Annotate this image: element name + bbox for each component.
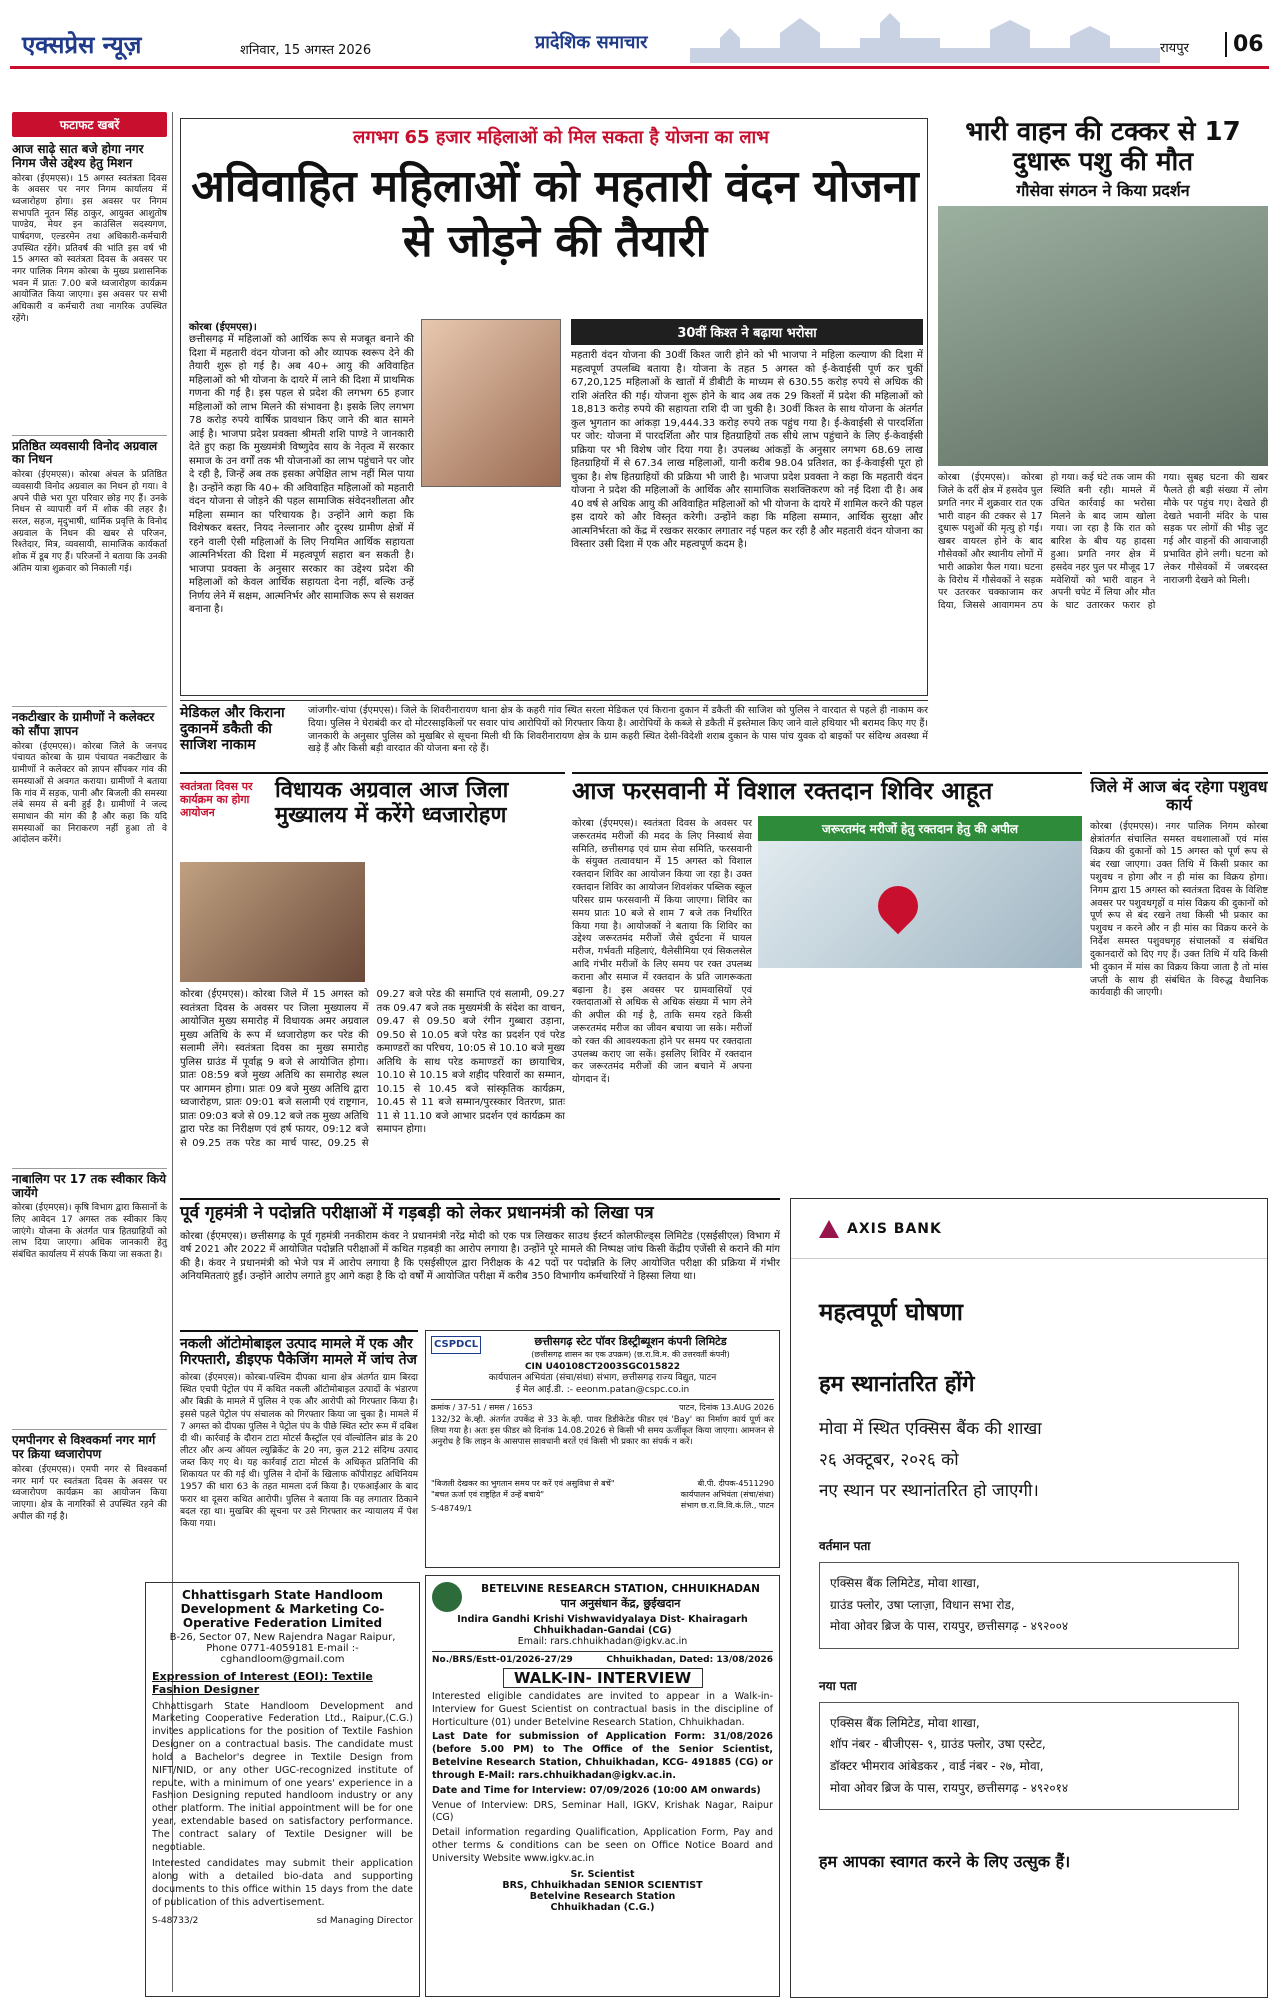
axis-bank-ad [790,1198,1268,1998]
axis-current-label: वर्तमान पता [819,1539,871,1553]
axis-line-3: नए स्थान पर स्थानांतरित हो जाएगी। [819,1481,1039,1501]
lead-photo [421,319,561,487]
mla-tag: स्वतंत्रता दिवस पर कार्यक्रम का होगा आयोजन [180,780,253,820]
handloom-address: B-26, Sector 07, New Rajendra Nagar Raipur, [169,1632,396,1644]
power-slogan-2: "बचत ऊर्जा एवं राष्ट्रहित में उन्हें बचाये" [431,1489,545,1499]
power-email: ई मेल आई.डी. :- eeonm.patan@cspc.co.in [515,1385,690,1396]
blood-story [572,772,1082,1192]
axis-current-2: ग्राउंड फ्लोर, उषा प्लाज़ा, विधान सभा रोड, [830,1597,1015,1612]
axis-new-label: नया पता [819,1678,857,1693]
power-date: पाटन, दिनांक 13.AUG 2026 [679,1402,774,1412]
axis-notice: महत्वपूर्ण घोषणा [819,1298,963,1326]
university-logo-icon [432,1582,462,1612]
blood-drop-icon [870,878,927,935]
blood-photo [758,816,1082,968]
power-officer-3: संभाग छ.रा.वि.वि.कं.लि., पाटन [680,1500,774,1510]
power-ad [425,1330,780,1568]
handloom-body: Chhattisgarh State Handloom Development and Marketing Cooperative Federation Ltd., Raipur,(C.G.) invites applications for the position of Textile Fashion Designer on a contractual basis. The candidate must hold a Bachelor's degree in Textile Design from NIFT/NID, or any other UGC-recognized institute of repute, with a minimum of one years' experience in a Fashion Designing reputed handloom industry or any other platform. The initial appointment will be for one year, extendable based on satisfactory performance. The contract salary of Textile Designer will be negotiable. [152,1700,413,1853]
lead-subhead-box [571,319,923,689]
betelvine-p2: Last Date for submission of Application Form: 31/08/2026 (before 5.00 PM) to The Office of the Senior Scientist, Betelvine Research Station, Chhuikhadan, KCG- 491885 (CG) or through E-Mail: rars.chhuikhadan@igkv.ac.in. [432,1731,773,1781]
betelvine-sign-2: BRS, Chhuikhadan SENIOR SCIENTIST [502,1879,703,1891]
masthead [0,0,1279,70]
power-cin: CIN U40108CT2003SGC015822 [524,1361,681,1372]
sidebar-headline-3: नकटीखार के ग्रामीणों ने कलेक्टर को सौंपा ज्ञापन [12,706,167,739]
betelvine-p1: Interested eligible candidates are invited to appear in a Walk-in-Interview for Guest Scientist on contractual basis in the discipline of Horticulture (01) under Betelvine Research Station, Chhuikhadan. [432,1691,773,1728]
handloom-ad [145,1582,420,1997]
cattle-headline: भारी वाहन की टक्कर से 17 दुधारू पशु की मौत [965,117,1241,177]
robbery-body: जांजगीर-चांपा (ईएमएस)। जिले के शिवरीनारायण थाना क्षेत्र के कहरी गांव स्थित सरला मेडिकल एवं किराना दुकान में डकैती की साजिश को पुलिस ने वारदात से पहले ही नाकाम कर दिया। पुलिस ने घेराबंदी कर दो मोटरसाइकिलों पर सवार पांच आरोपियों को गिरफ्तार किया है। आरोपियों के कब्जे से डकैती में इस्तेमाल किए जाने वाले हथियार भी बरामद किए गए हैं। जानकारी के अनुसार पुलिस को मुखबिर से सूचना मिली थी कि शिवरीनारायण क्षेत्र के ग्राम कहरी स्थित देसी-विदेशी शराब दुकान के पास पांच युवक दो बाइकों पर संदिग्ध अवस्था में खड़े हैं और किसी बड़ी वारदात की योजना बना रहे हैं। [308,705,928,755]
betelvine-p3: Date and Time for Interview: 07/09/2026 (10:00 AM onwards) [432,1784,761,1796]
power-officer-2: कार्यपालन अभियंता (संचा/संधा) [680,1489,774,1499]
power-org-2: (छत्तीसगढ़ शासन का एक उपक्रम) (छ.रा.वि.म. की उत्तरवर्ती कंपनी) [531,1349,730,1359]
sidebar-headline-2: प्रतिष्ठित व्यवसायी विनोद अग्रवाल का निधन [12,435,167,468]
lead-body-cont [421,494,561,684]
sidebar-body-4: कोरबा (ईएमएस)। कृषि विभाग द्वारा किसानों के लिए आवेदन 17 अगस्त तक स्वीकार किए जाएंगे। योजना के अंतर्गत पात्र हितग्राहियों को लाभ दिया जाएगा। अधिक जानकारी हेतु संबंधित कार्यालय में संपर्क किया जा सकता है। [12,1203,167,1261]
axis-header [791,1199,1267,1259]
blood-body: कोरबा (ईएमएस)। स्वतंत्रता दिवस के अवसर पर जरूरतमंद मरीजों की मदद के लिए निस्वार्थ सेवा समिति, छत्तीसगढ़ एवं ग्राम सेवा समिति, फरसवानी के संयुक्त तत्वावधान में 15 अगस्त को विशाल रक्तदान शिविर का आयोजन किया जा रहा है। उक्त रक्तदान शिविर का आयोजन शिवशंकर पब्लिक स्कूल परिसर ग्राम फरसवानी में किया जाएगा। शिविर का समय प्रातः 10 बजे से शाम 7 बजे तक निर्धारित किया गया है। आयोजकों ने बताया कि शिविर का उद्देश्य जरूरतमंद मरीजों जैसे दुर्घटना में घायल मरीज, गर्भवती महिलाएं, थैलेसीमिया एवं सिकलसेल आदि गंभीर मरीजों के लिए समय पर रक्त उपलब्ध कराना और समाज में रक्तदान के प्रति जागरूकता बढ़ाना है। इस अवसर पर ग्रामवासियों एवं रक्तदाताओं से अधिक से अधिक संख्या में भाग लेने की अपील की गई है, ताकि समय रहते किसी जरूरतमंद मरीज का जीवन बचाया जा सके। मरीजों को रक्त की आवश्यकता होने पर समय पर रक्तदाता उपलब्ध कराए जा सकें। इसलिए शिविर में रक्तदान कर जरूरतमंद मरीजों की जान बचाने में अपना योगदान दें। [572,818,752,1086]
axis-new-3: डॉक्टर भीमराव आंबेडकर , वार्ड नंबर - २७, मोवा, [830,1758,1044,1773]
section-name: प्रादेशिक समाचार [535,32,648,53]
axis-current-1: एक्सिस बैंक लिमिटेड, मोवा शाखा, [830,1576,980,1590]
axis-line-2: २६ अक्टूबर, २०२६ को [819,1450,959,1470]
meat-story [1090,772,1268,1192]
betelvine-p5: Detail information regarding Qualification, Application Form, Pay and other terms & conditions can be seen on Office Notice Board and University Website www.igkv.ac.in [432,1827,773,1864]
sidebar-body-5: कोरबा (ईएमएस)। एमपी नगर से विश्वकर्मा नगर मार्ग पर स्वतंत्रता दिवस के अवसर पर ध्वजारोपण कार्यक्रम का आयोजन किया जाएगा। क्षेत्र के नागरिकों से उपस्थित रहने की अपील की गई है। [12,1464,167,1522]
axis-moving: हम स्थानांतरित होंगे [819,1372,975,1397]
robbery-headline: मेडिकल और किराना दुकानमें डकैती की साजिश नाकाम [180,705,285,754]
axis-line-1: मोवा में स्थित एक्सिस बैंक की शाखा [819,1419,1042,1439]
blood-banner: जरूरतमंद मरीजों हेतु रक्तदान हेतु की अपील [758,816,1082,841]
power-logo: CSPDCL [431,1336,481,1354]
city-name: रायपुर [1160,41,1189,56]
betelvine-p4: Venue of Interview: DRS, Seminar Hall, IGKV, Krishak Nagar, Raipur (CG) [432,1799,773,1824]
handloom-ref: S-48733/2 [152,1915,199,1926]
axis-logo-icon [819,1220,839,1238]
sidebar-tag: फटाफट खबरें [12,112,167,137]
exam-story [180,1198,780,1324]
betelvine-title: BETELVINE RESEARCH STATION, CHHUIKHADAN [481,1583,760,1596]
paper-name: एक्सप्रेस न्यूज़ [22,31,142,59]
lead-story [180,118,928,696]
power-org: छत्तीसगढ़ स्टेट पॉवर डिस्ट्रीब्यूशन कंपनी लिमिटेड [534,1335,727,1348]
sidebar-headline-4: नाबालिग पर 17 तक स्वीकार किये जायेंगे [12,1168,167,1201]
betelvine-sign-3: Betelvine Research Station [529,1890,676,1902]
masthead-rule [10,66,1269,69]
lead-dateline: कोरबा (ईएमएस)। [189,322,257,333]
axis-new-address [819,1702,1239,1810]
meat-headline: जिले में आज बंद रहेगा पशुवध कार्य [1090,777,1268,815]
betelvine-walkin-title: WALK-IN- INTERVIEW [503,1668,703,1688]
power-officer: बी.पी. दीपक-4511290 [697,1478,774,1488]
axis-current-address [819,1562,1239,1649]
axis-current-3: मोवा ओवर ब्रिज के पास, रायपुर, छत्तीसगढ़ - ४९२००४ [830,1619,1069,1634]
betelvine-sign-4: Chhuikhadan (C.G.) [550,1901,655,1913]
fake-story [180,1330,418,1570]
axis-brand: AXIS BANK [847,1220,942,1237]
fake-headline: नकली ऑटोमोबाइल उत्पाद मामले में एक और गिरफ्तारी, डीइएफ पैकेजिंग मामले में जांच तेज [180,1336,417,1369]
handloom-body-2: Interested candidates may submit their application along with a detailed bio-data and supporting documents to this office within 15 days from the date of publication of this advertisement. [152,1858,413,1908]
betelvine-hindi: पान अनुसंधान केंद्र, छुईखदान [560,1596,681,1610]
mla-headline: विधायक अग्रवाल आज जिला मुख्यालय में करेंगे ध्वजारोहण [275,778,509,829]
handloom-phone: Phone 0771-4059181 E-mail :- cghandloom@gmail.com [206,1643,359,1666]
sidebar-headline-5: एमपीनगर से विश्वकर्मा नगर मार्ग पर क्रिया ध्वजारोपण [12,1429,167,1462]
fake-body: कोरबा (ईएमएस)। कोरबा-पश्चिम दीपका थाना क्षेत्र अंतर्गत ग्राम बिरदा स्थित एचपी पेट्रोल पंप में कथित नकली ऑटोमोबाइल उत्पादों के भंडारण और बिक्री के मामले में पुलिस ने एक और आरोपी को गिरफ्तार किया है। इससे पहले पेट्रोल पंप संचालक को गिरफ्तार किया जा चुका है। मामले में 7 अगस्त को दीपका पुलिस ने पेट्रोल पंप के पीछे स्थित स्टोर रूम में दबिश दी थी। कार्रवाई के दौरान टाटा मोटर्स कैस्ट्रॉल एवं वॉल्वोलिन ब्रांड के 20 लीटर और अन्य ऑयल ल्युब्रिकेंट के 20 नग, कुल 212 संदिग्ध उत्पाद जब्त किए गए थे। यह कार्रवाई टाटा मोटर्स के अधिकृत प्रतिनिधि की शिकायत पर की गई थी। पुलिस ने दोनों के खिलाफ कॉपीराइट अधिनियम 1957 की धारा 63 के तहत मामला दर्ज किया है। एफआईआर के बाद फरार था दूसरा कथित आरोपी। पुलिस ने बताया कि वह लगातार ठिकाने बदल रहा था। मुखबिर की सूचना पर उसे गिरफ्तार कर न्यायालय में पेश किया गया। [180,1373,418,1529]
sidebar-body-3: कोरबा (ईएमएस)। कोरबा जिले के जनपद पंचायत कोरबा के ग्राम पंचायत नकटीखार के ग्रामीणों ने कलेक्टर को ज्ञापन सौंपकर गांव की समस्याओं से अवगत कराया। ग्रामीणों ने बताया कि गांव में सड़क, पानी और बिजली की समस्या लंबे समय से बनी हुई है। ग्रामीणों ने जल्द समाधान की मांग की है और कहा कि यदि समस्याओं का निराकरण नहीं हुआ तो वे आंदोलन करेंगे। [12,741,167,846]
axis-new-2: शॉप नंबर - बीजीएस- ९, ग्राउंड फ्लोर, उषा एस्टेट, [830,1737,1046,1752]
betelvine-email: Email: rars.chhuikhadan@igkv.ac.in [517,1636,688,1647]
mla-photo [180,862,365,982]
mla-body: कोरबा (ईएमएस)। कोरबा जिले में 15 अगस्त को स्वतंत्रता दिवस के अवसर पर जिला मुख्यालय में आयोजित मुख्य समारोह में विधायक अमर अग्रवाल मुख्य अतिथि के रूप में ध्वजारोहण कर परेड की सलामी लेंगे। स्वतंत्रता दिवस का मुख्य समारोह पुलिस ग्राउंड में पूर्वाह्न 9 बजे से आयोजित होगा। प्रातः 08:59 बजे मुख्य अतिथि का समारोह स्थल पर आगमन होगा। प्रातः 09 बजे मुख्य अतिथि द्वारा ध्वजारोहण, प्रातः 09:01 बजे सलामी एवं राष्ट्रगान, प्रातः 09:03 बजे से 09.12 बजे तक मुख्य अतिथि द्वारा परेड का निरीक्षण एवं हर्ष फायर, 09:12 बजे से 09.25 तक परेड का मार्च पास्ट, 09.25 से 09.27 बजे परेड की समाप्ति एवं सलामी, 09.27 तक 09.47 बजे तक मुख्यमंत्री के संदेश का वाचन, 09.47 से 09.50 बजे रंगीन गुब्बारा उड़ाना, 09.50 से 10.05 बजे परेड का प्रदर्शन एवं परेड कमाण्डरों का परिचय, 10:05 से 10.10 बजे मुख्य अतिथि के साथ परेड कमाण्डरों का छायाचित्र, 10.10 से 10.15 बजे शहीद परिवारों का सम्मान, 10.15 से 10.45 बजे सांस्कृतिक कार्यक्रम, 10.45 से 11 बजे सम्मान/पुरस्कार वितरण, प्रातः 11 से 11.10 बजे आभार प्रदर्शन एवं कार्यक्रम का समापन होगा। [180,989,565,1149]
lead-body: छत्तीसगढ़ में महिलाओं को आर्थिक रूप से मजबूत बनाने की दिशा में महतारी वंदन योजना को और व्यापक स्वरूप देने की तैयारी शुरू हो गई है। अब 40+ आयु की अविवाहित महिलाओं को भी योजना के दायरे में लाने की दिशा में प्राथमिक गणना की गई है। इस पहल से प्रदेश की लगभग 65 हजार महिलाओं को लाभ मिलने की संभावना है। इसके लिए लगभग 78 करोड़ रुपये वार्षिक प्रावधान किए जाने की बात सामने आई है। भाजपा प्रदेश प्रवक्ता श्रीमती शशि पाण्डे ने जानकारी देते हुए कहा कि मुख्यमंत्री विष्णुदेव साय के नेतृत्व में सरकार समाज के उन वर्गों तक भी योजनाओं का लाभ पहुंचाने पर जोर दे रही है, जिन्हें अब तक इसका अपेक्षित लाभ नहीं मिल पाया है। उन्होंने कहा कि 40+ की अविवाहित महिलाओं को महतारी वंदन योजना से जोड़ने की पहल सामाजिक संवेदनशीलता और महिला सम्मान का परिचायक है। उन्होंने आगे कहा कि विशेषकर बस्तर, नियद नेल्लानार और दूरस्थ ग्रामीण क्षेत्रों में रहने वाली ऐसी महिलाओं के लिए नियमित आर्थिक सहायता आत्मनिर्भरता की दिशा में महत्वपूर्ण सहारा बन सकती है। भाजपा प्रवक्ता के अनुसार सरकार का उद्देश्य प्रदेश की महिलाओं को केवल आर्थिक सहायता देना नहीं, बल्कि उन्हें निर्णय लेने में सक्षम, आत्मनिर्भर और सामाजिक रूप से सशक्त बनाना है। [189,334,414,615]
betelvine-ad [425,1575,780,1997]
handloom-sign: sd Managing Director [316,1915,413,1926]
handloom-org: Chhattisgarh State Handloom Development & Marketing Co-Operative Federation Limited [180,1588,385,1630]
exam-body: कोरबा (ईएमएस)। छत्तीसगढ़ के पूर्व गृहमंत्री ननकीराम कंवर ने प्रधानमंत्री नरेंद्र मोदी को एक पत्र लिखकर साउथ ईस्टर्न कोलफील्ड्स लिमिटेड (एसईसीएल) विभाग में वर्ष 2021 और 2022 में आयोजित पदोन्नति परीक्षाओं में कथित गड़बड़ी का आरोप लगाया है। उन्होंने पूरे मामले की निष्पक्ष जांच किसी केंद्रीय एजेंसी से कराने की मांग की है। कंवर ने प्रधानमंत्री को भेजे पत्र में आरोप लगाया है कि एसईसीएल द्वारा निरीक्षक के 42 पदों पर पदोन्नति के लिए आयोजित परीक्षा की प्रक्रिया में गंभीर अनियमितताएं हुईं। उन्होंने आरोप लगाते हुए आगे कहा है कि दो वर्षों में आयोजित परीक्षा में करीब 350 विभागीय कर्मचारियों ने हिस्सा लिया था। [180,1230,780,1283]
sidebar [12,112,167,1998]
mla-body-col2 [372,858,565,988]
cattle-subheadline: गौसेवा संगठन ने किया प्रदर्शन [1016,180,1190,200]
lead-headline: अविवाहित महिलाओं को महतारी वंदन योजना से जोड़ने की तैयारी [191,161,919,267]
betelvine-univ: Indira Gandhi Krishi Vishwavidyalaya Dist- Khairagarh Chhuikhadan-Gandai (CG) [457,1614,748,1636]
power-office: कार्यपालन अभियंता (संचा/संधा) संभाग, छत्तीसगढ़ राज्य विद्युत, पाटन [488,1373,717,1384]
sidebar-headline-1: आज साढ़े सात बजे होगा नगर निगम जैसे उद्देश्य हेतु मिशन [12,142,144,170]
meat-body: कोरबा (ईएमएस)। नगर पालिक निगम कोरबा क्षेत्रांतर्गत संचालित समस्त वधशालाओं एवं मांस विक्रय की दुकानों को 15 अगस्त को पूर्ण रूप से बंद रखा जाएगा। उक्त तिथि में किसी प्रकार का पशुवध न होगा और न ही मांस का विक्रय होगा। निगम द्वारा 15 अगस्त को स्वतंत्रता दिवस के विशिष्ट अवसर पर पशुवधगृहों व मांस विक्रय की दुकानों को पूर्ण रूप से बंद रखने तथा किसी भी प्रकार का पशुवध न करने और न ही मांस का विक्रय करने के निर्देश समस्त पशुवधगृह संचालकों व संबंधित दुकानदारों को दिए गए हैं। उक्त तिथि में यदि किसी भी दुकान में मांस का विक्रय किया जाता है तो मांस जप्ती के साथ ही संबंधित के विरुद्ध वैधानिक कार्यवाही की जाएगी। [1090,820,1268,999]
blood-headline: आज फरसवानी में विशाल रक्तदान शिविर आहूत [572,777,993,805]
power-code: S-48749/1 [431,1503,473,1513]
power-body: 132/32 के.व्ही. अंतर्गत उपकेंद्र से 33 के.व्ही. पावर डिडीकेटेड फीडर एवं 'Bay' का निर्माण कार्य पूर्ण कर लिया गया है। अतः इस फीडर को दिनांक 14.08.2026 से किसी भी समय ऊर्जीकृत किया जाएगा। आमजन से अनुरोध है कि लाइन के आसपास सावधानी बरतें एवं किसी भी प्रकार का संपर्क न करें। [431,1414,774,1447]
betelvine-sign-1: Sr. Scientist [570,1868,635,1880]
cattle-story [938,118,1268,693]
lead-kicker: लगभग 65 हजार महिलाओं को मिल सकता है योजना का लाभ [353,127,769,148]
betelvine-date: Chhuikhadan, Dated: 13/08/2026 [606,1655,773,1665]
power-ref: क्रमांक / 37-51 / समस / 1653 [431,1402,533,1412]
axis-welcome: हम आपका स्वागत करने के लिए उत्सुक हैं। [819,1852,1071,1872]
sidebar-body-1: कोरबा (ईएमएस)। 15 अगस्त स्वतंत्रता दिवस के अवसर पर नगर निगम कार्यालय में ध्वजारोहण होगा। इस अवसर पर निगम सभापति नूतन सिंह ठाकुर, आयुक्त आशुतोष पाण्डेय, मेयर इन काउंसिल सदस्यगण, पार्षदगण, एल्डरमेन तथा अधिकारी-कर्मचारी उपस्थित रहेंगे। प्रतिवर्ष की भांति इस वर्ष भी 15 अगस्त को स्वतंत्रता दिवस के अवसर पर नगर पालिक निगम कोरबा के मुख्य प्रशासनिक भवन में प्रातः 7.00 बजे ध्वजारोहण कार्यक्रम आयोजित किया जाएगा। इस अवसर पर सभी अधिकारी व कर्मचारी तथा नागरिक उपस्थित रहेंगे। [12,173,167,324]
cattle-photo [938,206,1268,466]
cattle-body: कोरबा (ईएमएस)। कोरबा जिले के दर्री क्षेत्र में हसदेव पुल प्रगति नगर में शुक्रवार रात एक भारी वाहन की टक्कर से 17 दुधारू पशुओं की मृत्यु हो गई। खबर वायरल होने के बाद गौसेवकों और स्थानीय लोगों में भारी आक्रोश फैल गया। घटना के विरोध में गौसेवकों ने सड़क पर उतरकर चक्काजाम कर दिया, जिससे आवागमन ठप हो गया। कई घंटे तक जाम की स्थिति बनी रही। मामले में उचित कार्रवाई का भरोसा मिलने के बाद जाम खोला गया। जा रहा है कि रात को बारिश के बीच यह हादसा हुआ। प्रगति नगर क्षेत्र में हसदेव नहर पुल पर मौजूद 17 मवेशियों को भारी वाहन ने अपनी चपेट में लिया और मौत के घाट उतारकर फरार हो गया। सुबह घटना की खबर फैलते ही बड़ी संख्या में लोग मौके पर पहुंच गए। देखते ही देखते भवानी मंदिर के पास सड़क पर लोगों की भीड़ जुट गई और वाहनों की आवाजाही प्रभावित होने लगी। घटना को लेकर गौसेवकों में जबरदस्त नाराजगी देखने को मिली। [938,472,1268,612]
issue-date: शनिवार, 15 अगस्त 2026 [240,43,372,58]
axis-new-4: मोवा ओवर ब्रिज के पास, रायपुर, छत्तीसगढ़ - ४९२०१४ [830,1780,1069,1795]
exam-headline: पूर्व गृहमंत्री ने पदोन्नति परीक्षाओं में गड़बड़ी को लेकर प्रधानमंत्री को लिखा पत्र [180,1203,654,1223]
handloom-title: Expression of Interest (EOI): Textile Fashion Designer [152,1670,373,1697]
page-number: 06 [1225,32,1264,57]
power-slogan: "बिजली देखकर का भुगतान समय पर करें एवं असुविधा से बचें" [431,1478,615,1488]
betelvine-ref: No./BRS/Estt-01/2026-27/29 [432,1655,573,1665]
lead-subhead: 30वीं किश्त ने बढ़ाया भरोसा [571,319,923,345]
axis-new-1: एक्सिस बैंक लिमिटेड, मोवा शाखा, [830,1715,980,1730]
skyline-graphic [690,8,1160,63]
lead-sub-body: महतारी वंदन योजना की 30वीं किश्त जारी होने को भी भाजपा ने महिला कल्याण की दिशा में महत्वपूर्ण उपलब्धि बताया है। योजना के तहत 5 अगस्त को ई-केवाईसी पूर्ण कर चुकीं 67,20,125 महिलाओं के खातों में डीबीटी के माध्यम से 630.55 करोड़ रुपये से अधिक की राशि अंतरित की गई। योजना शुरू होने के बाद अब तक 29 किश्तों में प्रदेश की महिलाओं को 18,813 करोड़ रुपये की सहायता राशि दी जा चुकी है। 30वीं किश्त के साथ योजना के अंतर्गत कुल भुगतान का आंकड़ा 19,444.33 करोड़ रुपये तक पहुंच गया है। ई-केवाईसी से पारदर्शिता पर जोर: योजना में पारदर्शिता और पात्र हितग्राहियों तक सीधे लाभ पहुंचाने के लिए ई-केवाईसी प्रक्रिया पर भी विशेष जोर दिया गया है। उपलब्ध आंकड़ों के अनुसार लगभग 68.69 लाख हितग्राहियों में से 67.34 लाख महिलाओं, यानी करीब 98.04 प्रतिशत, का ई-केवाईसी पूरा हो चुका है। शेष हितग्राहियों की प्रक्रिया भी जारी है। भाजपा प्रदेश प्रवक्ता ने कहा कि महतारी वंदन योजना ने प्रदेश की महिलाओं के आर्थिक और सामाजिक सशक्तिकरण को नई दिशा दी है। अब 40 वर्ष से अधिक आयु की अविवाहित महिलाओं को भी योजना के दायरे में शामिल करने की पहल इस दायरे को और विस्तृत करेगी। उन्होंने कहा कि महिला सम्मान, आर्थिक सुरक्षा और आत्मनिर्भरता को केंद्र में रखकर सरकार लगातार नई पहल कर रही है और महतारी वंदन योजना का विस्तार उसी दिशा में एक और महत्वपूर्ण कदम है। [571,350,923,550]
sidebar-body-2: कोरबा (ईएमएस)। कोरबा अंचल के प्रतिष्ठित व्यवसायी विनोद अग्रवाल का निधन हो गया। वे अपने पीछे भरा पूरा परिवार छोड़ गए हैं। उनके निधन से व्यापारी वर्ग में शोक की लहर है। सरल, सहज, मृदुभाषी, धार्मिक प्रवृत्ति के विनोद अग्रवाल के निधन की खबर से परिजन, रिश्तेदार, मित्र, व्यवसायी, सामाजिक कार्यकर्ता शोक में डूब गए हैं। परिजनों ने बताया कि उनकी अंतिम यात्रा शुक्रवार को निकाली गई। [12,470,167,574]
robbery-story [180,700,928,765]
blood-body-lower [572,974,1082,1189]
